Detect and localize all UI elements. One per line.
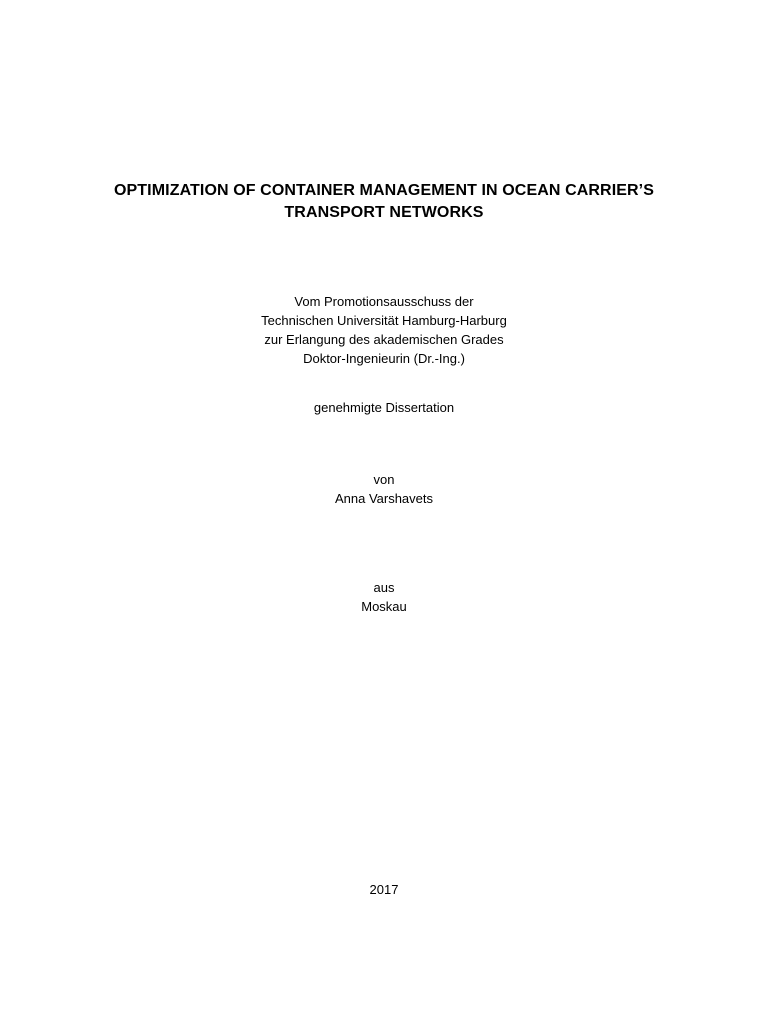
dissertation-title	[0, 180, 768, 224]
author-prefix: von	[373, 472, 395, 487]
title-line-2: TRANSPORT NETWORKS	[284, 204, 484, 221]
committee-line-2: Technischen Universität Hamburg-Harburg	[261, 313, 507, 328]
committee-line-1: Vom Promotionsausschuss der	[294, 294, 474, 309]
origin-prefix: aus	[373, 580, 395, 595]
publication-year: 2017	[369, 882, 399, 897]
committee-line-4: Doktor-Ingenieurin (Dr.-Ing.)	[303, 351, 465, 366]
committee-statement	[0, 292, 768, 368]
committee-line-3: zur Erlangung des akademischen Grades	[264, 332, 504, 347]
author-block	[0, 470, 768, 508]
author-name: Anna Varshavets	[334, 491, 434, 506]
title-line-1: OPTIMIZATION OF CONTAINER MANAGEMENT IN OCEAN CARRIER’S	[113, 182, 654, 199]
origin-block	[0, 578, 768, 616]
approval-statement: genehmigte Dissertation	[313, 400, 455, 415]
origin-city: Moskau	[361, 599, 407, 614]
